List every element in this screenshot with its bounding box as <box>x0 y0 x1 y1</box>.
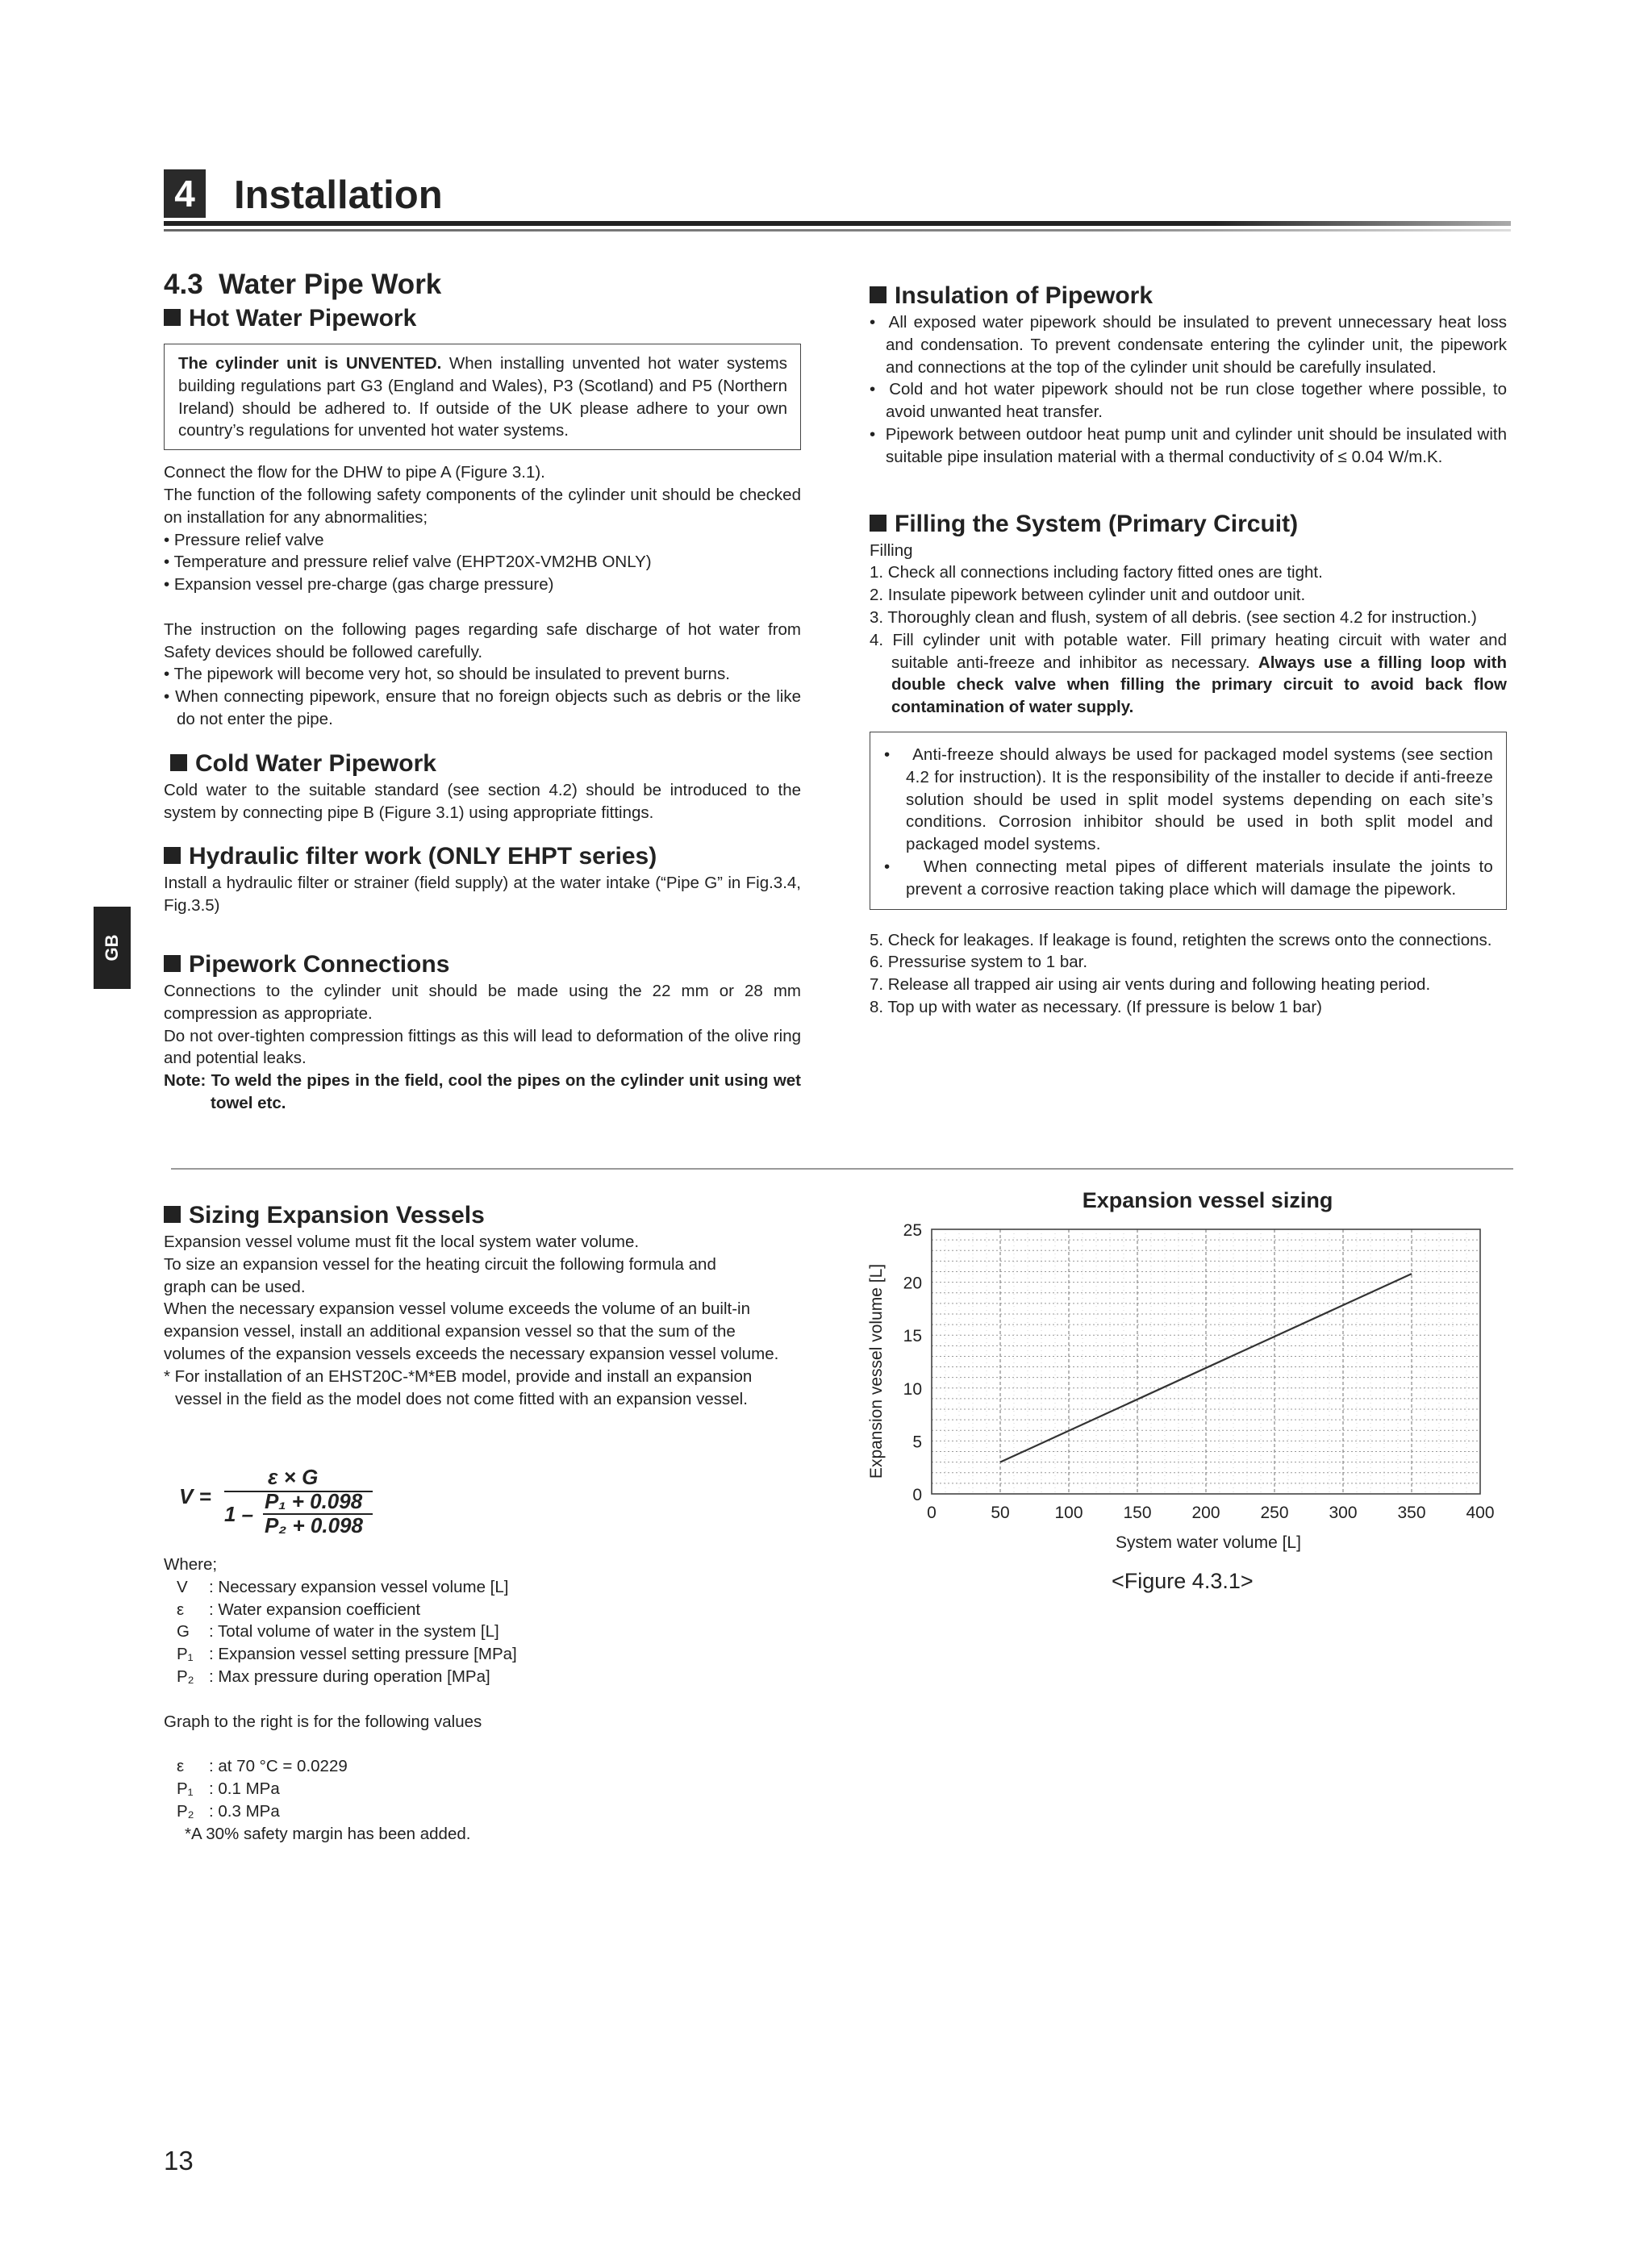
list-item: • The pipework will become very hot, so should be insulated to prevent burns. <box>164 665 730 684</box>
page-number: 13 <box>164 2146 194 2175</box>
list-item: 1. Check all connections including factory fitted ones are tight. <box>870 563 1323 582</box>
cold-water-heading: Cold Water Pipework <box>164 749 801 779</box>
subsection-title: 4.3 Water Pipe Work <box>164 269 442 300</box>
chart-y-tick-label: 15 <box>903 1327 922 1346</box>
filling-steps <box>870 561 1507 719</box>
chart-title: Expansion vessel sizing <box>1082 1188 1333 1212</box>
hydraulic-filter-heading: Hydraulic filter work (ONLY EHPT series) <box>164 841 801 872</box>
chart-x-tick-label: 200 <box>1191 1504 1220 1522</box>
chart-y-tick-label: 0 <box>912 1486 922 1504</box>
discharge-instruction: The instruction on the following pages regarding safe discharge of hot water from Safety devices should be followed carefully. <box>164 619 801 661</box>
formula-one-minus: 1 – <box>224 1502 254 1526</box>
list-item: 8. Top up with water as necessary. (If pressure is below 1 bar) <box>870 997 1322 1016</box>
pipework-connections-heading: Pipework Connections <box>164 949 801 980</box>
dhw-flow-text: Connect the flow for the DHW to pipe A (Figure 3.1). <box>164 463 545 482</box>
left-column <box>164 266 801 1115</box>
section-title: Installation <box>234 173 443 217</box>
chart-x-tick-label: 300 <box>1329 1504 1358 1522</box>
chart-y-axis-label: Expansion vessel volume [L] <box>867 1263 886 1479</box>
graph-note: Graph to the right is for the following values <box>164 1712 482 1731</box>
section-number: 4 <box>174 173 195 215</box>
table-row: P₂ : Max pressure during operation [MPa] <box>177 1667 490 1686</box>
list-item: • All exposed water pipework should be insulated to prevent unnecessary heat loss and condensation. To prevent condensate entering the cylinder unit, the pipework and connections at the top of the cylinder unit should be carefully insulated. <box>870 313 1507 377</box>
chart-x-tick-label: 100 <box>1054 1504 1083 1522</box>
connections-text: Connections to the cylinder unit should be made using the 22 mm or 28 mm compression as appropriate. <box>164 981 801 1023</box>
sizing-line: When the necessary expansion vessel volume exceeds the volume of an built-in expansion vessel, install an additional expansion vessel so that the sum of the volumes of the expansion vessels exceeds the necessary expansion vessel volume. <box>164 1299 779 1363</box>
insulation-list <box>870 311 1507 469</box>
list-item: • Cold and hot water pipework should not be run close together where possible, to avoid unwanted heat transfer. <box>870 380 1507 422</box>
pipework-warnings <box>164 663 801 730</box>
list-item: 5. Check for leakages. If leakage is found, retighten the screws onto the connections. <box>870 930 1492 949</box>
chart-x-tick-label: 350 <box>1397 1504 1426 1522</box>
square-bullet-icon <box>870 515 886 532</box>
anti-freeze-list <box>884 744 1493 901</box>
section-divider <box>171 1168 1513 1170</box>
expansion-formula <box>179 1465 389 1546</box>
filling-heading: Filling the System (Primary Circuit) <box>870 509 1507 540</box>
list-item: 4. Fill cylinder unit with potable water. Fill primary heating circuit with water and suitable anti-freeze and inhibitor as necessary. Always use a filling loop with double check valve when filling the primary circuit to avoid back flow contamination of water supply. <box>870 630 1507 717</box>
chart-y-tick-label: 10 <box>903 1379 922 1399</box>
chart-x-tick-label: 50 <box>991 1504 1010 1522</box>
square-bullet-icon <box>870 286 886 303</box>
figure-caption: <Figure 4.3.1> <box>1112 1569 1254 1593</box>
section-number-badge <box>164 169 206 218</box>
chart-x-tick-label: 0 <box>927 1504 937 1522</box>
formula-p2: P₂ + 0.098 <box>265 1513 363 1537</box>
square-bullet-icon <box>164 847 181 864</box>
cold-water-text: Cold water to the suitable standard (see section 4.2) should be introduced to the system by connecting pipe B (Figure 3.1) using appropriate fittings. <box>164 780 801 822</box>
list-item: • Pipework between outdoor heat pump unit and cylinder unit should be insulated with suitable pipe insulation material with a thermal conductivity of ≤ 0.04 W/m.K. <box>870 424 1507 466</box>
square-bullet-icon <box>170 754 187 771</box>
language-side-tab <box>94 907 131 989</box>
safety-item: • Pressure relief valve <box>164 530 324 549</box>
header-rule-thin <box>164 229 1511 232</box>
table-row: ε : at 70 °C = 0.0229 <box>177 1757 348 1776</box>
list-item: 3. Thoroughly clean and flush, system of all debris. (see section 4.2 for instruction.) <box>870 607 1477 627</box>
unvented-notice-text: The cylinder unit is UNVENTED. When installing unvented hot water systems building regulations part G3 (England and Wales), P3 (Scotland) and P5 (Northern Ireland) should be adhered to. If outside of the UK please adhere to your own country’s regulations for unvented hot water systems. <box>178 354 787 440</box>
safety-item: • Expansion vessel pre-charge (gas charge pressure) <box>164 575 554 594</box>
filling-steps-continued <box>870 929 1507 1019</box>
list-item: 6. Pressurise system to 1 bar. <box>870 953 1088 972</box>
sizing-line: * For installation of an EHST20C-*M*EB model, provide and install an expansion vessel in the field as the model does not come fitted with an expansion vessel. <box>164 1366 753 1408</box>
header-rule <box>164 221 1511 226</box>
safety-check-text: The function of the following safety components of the cylinder unit should be checked on installation for any abnormalities; <box>164 485 801 527</box>
sizing-heading: Sizing Expansion Vessels <box>164 1200 801 1231</box>
square-bullet-icon <box>164 955 181 972</box>
square-bullet-icon <box>164 1206 181 1223</box>
definitions-block <box>164 1554 648 1845</box>
list-item: 7. Release all trapped air using air vents during and following heating period. <box>870 975 1431 995</box>
sizing-section <box>164 1200 801 1410</box>
list-item: 2. Insulate pipework between cylinder unit and outdoor unit. <box>870 586 1306 605</box>
chart-x-axis-label: System water volume [L] <box>1116 1533 1301 1552</box>
chart-x-tick-label: 150 <box>1123 1504 1152 1522</box>
safety-item: • Temperature and pressure relief valve (EHPT20X-VM2HB ONLY) <box>164 553 652 572</box>
sizing-line: Expansion vessel volume must fit the local system water volume. <box>164 1233 640 1251</box>
filling-label: Filling <box>870 540 913 560</box>
unvented-notice-box <box>164 344 801 450</box>
chart-y-tick-label: 25 <box>903 1221 922 1240</box>
formula-p1: P₁ + 0.098 <box>265 1489 363 1513</box>
chart-x-tick-label: 250 <box>1260 1504 1289 1522</box>
sizing-line: To size an expansion vessel for the heating circuit the following formula and graph can be used. <box>164 1254 716 1296</box>
unvented-notice-bold: The cylinder unit is UNVENTED. <box>178 354 442 373</box>
safety-margin-note: *A 30% safety margin has been added. <box>185 1824 471 1843</box>
table-row: P₁ : Expansion vessel setting pressure [MPa] <box>177 1645 517 1664</box>
chart-y-tick-label: 20 <box>903 1274 922 1293</box>
table-row: ε : Water expansion coefficient <box>177 1600 421 1619</box>
hydraulic-filter-text: Install a hydraulic filter or strainer (field supply) at the water intake (“Pipe G” in Fig.3.4, Fig.3.5) <box>164 874 801 916</box>
hot-water-heading: Hot Water Pipework <box>164 303 801 334</box>
where-label: Where; <box>164 1555 218 1574</box>
filling-loop-warning: Always use a filling loop with double check valve when filling the primary circuit to avoid back flow contamination of water supply. <box>891 653 1507 717</box>
formula-v: V = <box>179 1484 211 1508</box>
insulation-heading: Insulation of Pipework <box>870 281 1507 311</box>
welding-note: Note: To weld the pipes in the field, cool the pipes on the cylinder unit using wet towel etc. <box>164 1071 801 1112</box>
values-table <box>177 1755 348 1822</box>
chart-grid <box>932 1229 1480 1494</box>
definitions-table <box>177 1576 517 1688</box>
chart-x-tick-label: 400 <box>1466 1504 1495 1522</box>
list-item: • When connecting pipework, ensure that no foreign objects such as debris or the like do not enter the pipe. <box>164 687 801 728</box>
expansion-vessel-chart <box>855 1178 1508 1597</box>
language-side-tab-label: GB <box>102 934 122 962</box>
table-row: P₁ : 0.1 MPa <box>177 1779 280 1798</box>
chart-y-tick-label: 5 <box>912 1433 922 1452</box>
formula-numerator: ε × G <box>268 1465 319 1489</box>
table-row: P₂ : 0.3 MPa <box>177 1801 280 1821</box>
table-row: G : Total volume of water in the system [L] <box>177 1622 499 1642</box>
list-item: • Anti-freeze should always be used for packaged model systems (see section 4.2 for instruction). It is the responsibility of the installer to decide if anti-freeze solution should be used in split model systems depending on each site’s conditions. Corrosion inhibitor should be used in both split model and packaged model systems. <box>884 745 1493 854</box>
list-item: • When connecting metal pipes of different materials insulate the joints to prevent a corrosive reaction taking place which will damage the pipework. <box>884 857 1493 899</box>
anti-freeze-notice-box <box>870 732 1507 910</box>
compression-warning: Do not over-tighten compression fittings as this will lead to deformation of the olive ring and potential leaks. <box>164 1026 801 1068</box>
table-row: V : Necessary expansion vessel volume [L] <box>177 1577 509 1596</box>
square-bullet-icon <box>164 309 181 326</box>
right-column <box>870 281 1507 1019</box>
